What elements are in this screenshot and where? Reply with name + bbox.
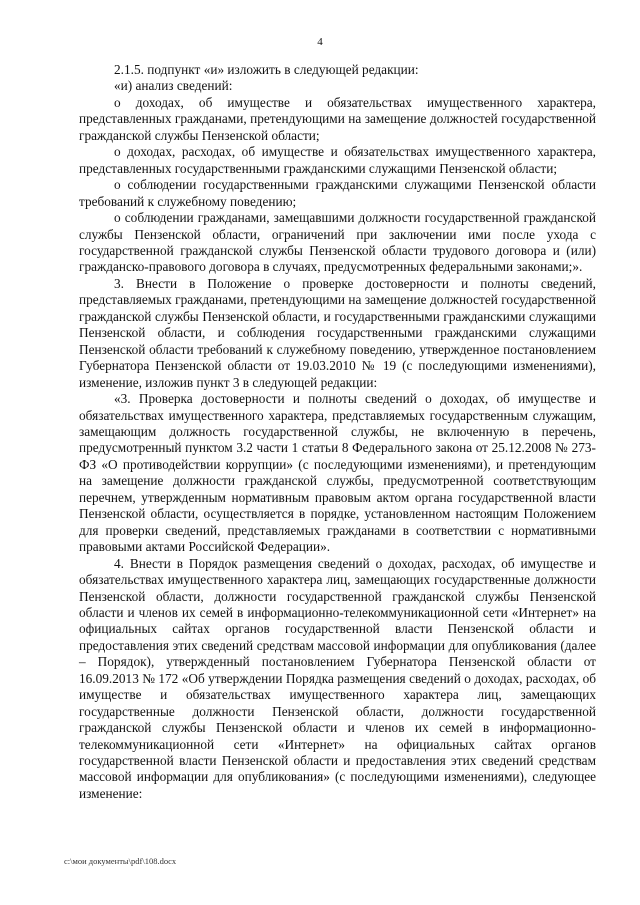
paragraph-income-servants: о доходах, расходах, об имуществе и обязательствах имущественного характера, представленных государственными гражданскими служащими Пензенской области; xyxy=(79,144,596,176)
paragraph-item-3: 3. Внести в Положение о проверке достоверности и полноты сведений, представляемых гражданами, претендующими на замещение должностей государственной гражданской службы Пензенской области, и государственными гражданскими служащими Пензенской области, и соблюдения государственными гражданскими служащими Пензенской области требований к служебному поведению, утвержденное постановлением Губернатора Пензенской области от 19.03.2010 № 19 (с последующими изменениями), изменение, изложив пункт 3 в следующей редакции: xyxy=(79,275,596,390)
paragraph-item-i-heading: «и) анализ сведений: xyxy=(114,78,233,94)
paragraph-item-4: 4. Внести в Порядок размещения сведений о доходах, расходах, об имуществе и обязательствах имущественного характера лиц, замещающих государственные должности Пензенской области, должности государственной гражданской службы Пензенской области и членов их семей в информационно-телекоммуникационной сети «Интернет» на официальных сайтах органов государственной власти Пензенской области и предоставления этих сведений средствам массовой информации для опубликования (далее – Порядок), утвержденный постановлением Губернатора Пензенской области от 16.09.2013 № 172 «Об утверждении Порядка размещения сведений о доходах, расходах, об имуществе и обязательствах имущественного характера лиц, замещающих государственные должности Пензенской области, должности государственной гражданской службы Пензенской области и членов их семей в информационно-телекоммуникационной сети «Интернет» на официальных сайтах органов государственной власти Пензенской области и предоставления этих сведений средствам массовой информации для опубликования» (с последующими изменениями), следующее изменение: xyxy=(79,555,596,801)
document-body xyxy=(79,62,596,802)
paragraph-conduct-requirements: о соблюдении государственными гражданскими служащими Пензенской области требований к служебному поведению; xyxy=(79,177,596,209)
paragraph-item-3-new-text: «3. Проверка достоверности и полноты сведений о доходах, об имуществе и обязательствах имущественного характера, представляемых государственным служащим, замещающим должность государственной службы, не включенную в перечень, предусмотренный пунктом 3.2 части 1 статьи 8 Федерального закона от 25.12.2008 № 273-ФЗ «О противодействии коррупции» (с последующими изменениями), и претендующим на замещение должности гражданской службы, предусмотренной соответствующим перечнем, утвержденным нормативным правовым актом органа государственной власти Пензенской области, осуществляется в порядке, установленном настоящим Положением для проверки сведений, представляемых гражданами в соответствии с нормативными правовыми актами Российской Федерации». xyxy=(79,391,596,555)
paragraph-2-1-5: 2.1.5. подпункт «и» изложить в следующей редакции: xyxy=(114,62,419,77)
paragraph-income-citizens: о доходах, об имуществе и обязательствах имущественного характера, представленных гражданами, претендующими на замещение должностей государственной гражданской службы Пензенской области; xyxy=(79,94,596,143)
paragraph-former-servants-restrictions: о соблюдении гражданами, замещавшими должности государственной гражданской службы Пензенской области, ограничений при заключении ими после ухода с государственной гражданской службы Пензенской области трудового договора и (или) гражданско-правового договора в случаях, предусмотренных федеральными законами;». xyxy=(79,210,596,275)
page-number: 4 xyxy=(317,36,323,48)
footer-file-path: c:\мои документы\pdf\108.docx xyxy=(64,856,177,866)
